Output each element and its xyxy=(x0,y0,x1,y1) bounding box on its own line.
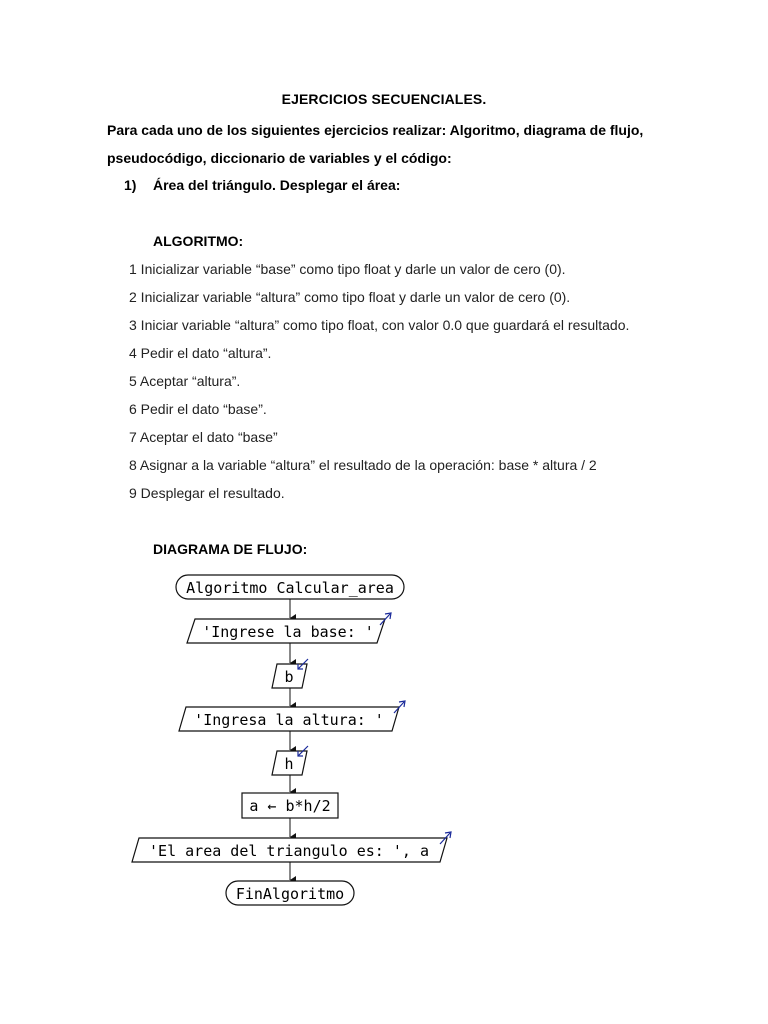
flowchart-output-result-label: 'El area del triangulo es: ', a xyxy=(149,842,429,860)
flowchart-input-h-label: h xyxy=(284,755,294,773)
exercise-title: Área del triángulo. Desplegar el área: xyxy=(153,177,401,193)
algorithm-step-1: 1 Inicializar variable “base” como tipo float y darle un valor de cero (0). xyxy=(129,261,566,277)
document-title: EJERCICIOS SECUENCIALES. xyxy=(281,91,487,107)
algorithm-step-2: 2 Inicializar variable “altura” como tipo float y darle un valor de cero (0). xyxy=(129,289,571,305)
algorithm-step-7: 7 Aceptar el dato “base” xyxy=(129,429,278,445)
algorithm-step-8: 8 Asignar a la variable “altura” el resultado de la operación: base * altura / 2 xyxy=(129,457,597,473)
flowchart-output-base-prompt-label: 'Ingrese la base: ' xyxy=(202,623,374,641)
flowchart-start-label: Algoritmo Calcular_area xyxy=(186,579,394,597)
flowchart-input-b-label: b xyxy=(284,668,294,686)
algorithm-step-9: 9 Desplegar el resultado. xyxy=(129,485,285,501)
exercise-number: 1) xyxy=(124,177,137,193)
intro-line-1: Para cada uno de los siguientes ejercicios realizar: Algoritmo, diagrama de flujo, xyxy=(107,122,644,138)
algorithm-heading: ALGORITMO: xyxy=(153,233,244,249)
algorithm-step-4: 4 Pedir el dato “altura”. xyxy=(129,345,272,361)
flowchart-heading: DIAGRAMA DE FLUJO: xyxy=(153,541,308,557)
flowchart-process-assignment-label: a ← b*h/2 xyxy=(249,797,331,815)
algorithm-step-5: 5 Aceptar “altura”. xyxy=(129,373,241,389)
intro-line-2: pseudocódigo, diccionario de variables y el código: xyxy=(107,150,452,166)
flowchart-end-label: FinAlgoritmo xyxy=(235,885,345,903)
flowchart-output-height-prompt-label: 'Ingresa la altura: ' xyxy=(194,711,384,729)
algorithm-step-3: 3 Iniciar variable “altura” como tipo float, con valor 0.0 que guardará el resultado. xyxy=(129,317,630,333)
algorithm-step-6: 6 Pedir el dato “base”. xyxy=(129,401,267,417)
